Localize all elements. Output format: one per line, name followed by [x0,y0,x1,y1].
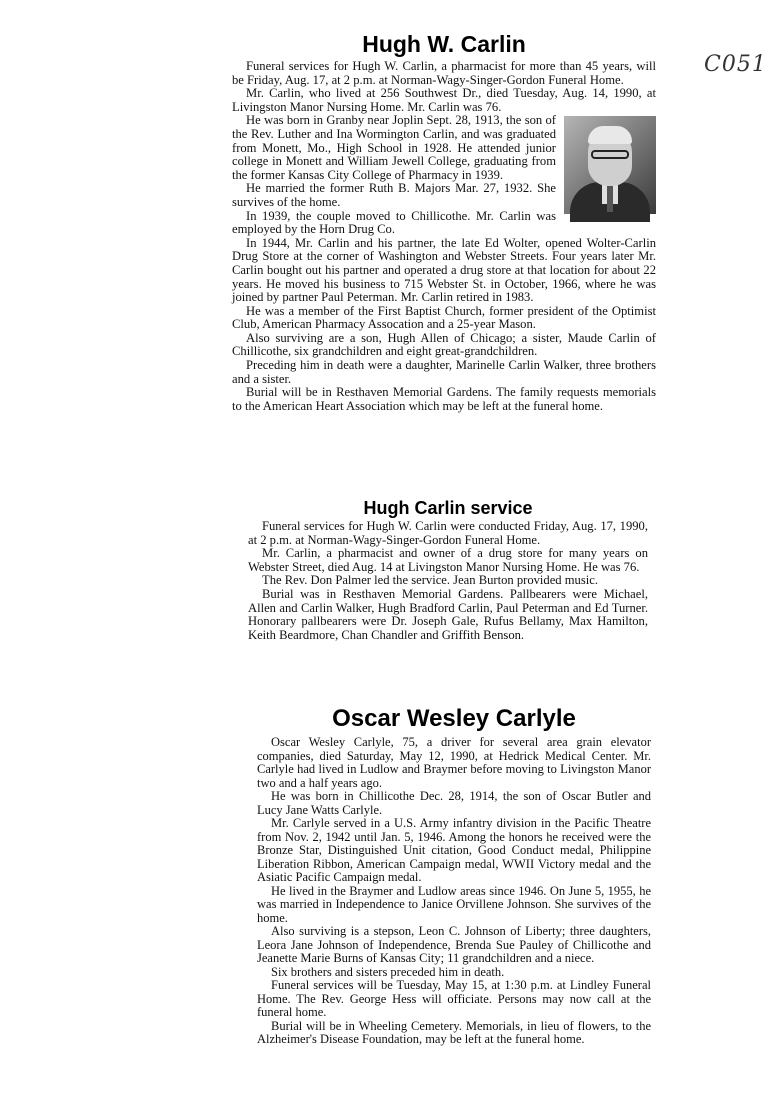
service-title: Hugh Carlin service [363,498,533,518]
portrait-photo [564,116,656,214]
paragraph: Oscar Wesley Carlyle, 75, a driver for several area grain elevator companies, died Saturday, May 12, 1990, at Hedrick Medical Center. Mr. Carlyle had lived in Ludlow and Braymer before moving to Livingston Manor two and a half years ago. [257,735,651,790]
paragraph: Funeral services for Hugh W. Carlin, a pharmacist for more than 45 years, will be Friday, Aug. 17, at 2 p.m. at Norman-Wagy-Singer-Gordon Funeral Home. [232,59,656,87]
paragraph: Mr. Carlin, a pharmacist and owner of a drug store for many years on Webster Street, died Aug. 14 at Livingston Manor Nursing Home. He was 76. [248,546,648,574]
handwritten-file-number: C051 [704,52,767,77]
paragraph: Funeral services for Hugh W. Carlin were conducted Friday, Aug. 17, 1990, at 2 p.m. at Norman-Wagy-Singer-Gordon Funeral Home. [248,519,648,547]
paragraph: Burial was in Resthaven Memorial Gardens. Pallbearers were Michael, Allen and Carlin Walker, Hugh Bradford Carlin, Paul Peterman and Ed Turner. Honorary pallbearers were Dr. Joseph Gale, Rufus Bellamy, Max Hamilton, Keith Beardmore, Chan Chandler and Griffith Benson. [248,586,648,642]
paragraph: He was born in Granby near Joplin Sept. 28, 1913, the son of the Rev. Luther and Ina Wormington Carlin, and was graduated from Monett, Mo., High School in 1928. He attended junior college in Monett and William Jewell College, graduating from the former Kansas City College of Pharmacy in 1939. [232,113,556,182]
obituary-carlin [232,30,656,413]
paragraph: He lived in the Braymer and Ludlow areas since 1946. On June 5, 1955, he was married in Independence to Janice Orvillene Johnson. She survives of the home. [257,883,651,925]
paragraph: In 1939, the couple moved to Chillicothe. Mr. Carlin was employed by the Horn Drug Co. [232,208,556,237]
paragraph: Burial will be in Wheeling Cemetery. Memorials, in lieu of flowers, to the Alzheimer's Disease Foundation, may be left at the funeral home. [257,1018,651,1046]
obituary-title: Oscar Wesley Carlyle [332,705,576,732]
paragraph: Mr. Carlyle served in a U.S. Army infantry division in the Pacific Theatre from Nov. 2, 1942 until Jan. 5, 1946. Among the honors he received were the Bronze Star, Distinguished Unit citation, Good Conduct medal, Philippine Liberation Ribbon, American Campaign medal, WWII Victory medal and the Asiatic Pacific Campaign medal. [257,816,651,884]
paragraph: The Rev. Don Palmer led the service. Jean Burton provided music. [262,573,598,588]
paragraph: Mr. Carlin, who lived at 256 Southwest Dr., died Tuesday, Aug. 14, 1990, at Livingston Manor Nursing Home. Mr. Carlin was 76. [232,86,656,114]
paragraph: Funeral services will be Tuesday, May 15, at 1:30 p.m. at Lindley Funeral Home. The Rev. George Hess will officiate. Persons may now call at the funeral home. [257,978,651,1019]
obituary-title: Hugh W. Carlin [362,31,526,57]
paragraph: Also surviving is a stepson, Leon C. Johnson of Liberty; three daughters, Leora Jane Johnson of Independence, Brenda Sue Pauley of Chillicothe and Jeanette Marie Burns of Kansas City; 11 grandchildren and a niece. [257,924,651,965]
paragraph: Also surviving are a son, Hugh Allen of Chicago; a sister, Maude Carlin of Chillicothe, six grandchildren and eight great-grandchildren. [232,330,656,359]
paragraph: Burial will be in Resthaven Memorial Gardens. The family requests memorials to the American Heart Association which may be left at the funeral home. [232,385,656,413]
paragraph: He was born in Chillicothe Dec. 28, 1914, the son of Oscar Butler and Lucy Jane Watts Carlyle. [257,789,651,817]
obituary-carlyle [257,705,651,1047]
paragraph: He was a member of the First Baptist Church, former president of the Optimist Club, American Pharmacy Assocation and a 25-year Mason. [232,303,656,332]
paragraph: He married the former Ruth B. Majors Mar. 27, 1932. She survives of the home. [232,181,556,209]
paragraph: In 1944, Mr. Carlin and his partner, the late Ed Wolter, opened Wolter-Carlin Drug Store at the corner of Washington and Webster Streets. Four years later Mr. Carlin bought out his partner and operated a drug store at that location for about 22 years. He moved his business to 715 Webster St. in October, 1966, where he was joined by partner Paul Peterman. Mr. Carlin retired in 1983. [232,235,656,305]
paragraph: Preceding him in death were a daughter, Marinelle Carlin Walker, three brothers and a sister. [232,358,656,386]
paragraph: Six brothers and sisters preceded him in death. [271,964,505,979]
service-carlin [248,497,648,642]
